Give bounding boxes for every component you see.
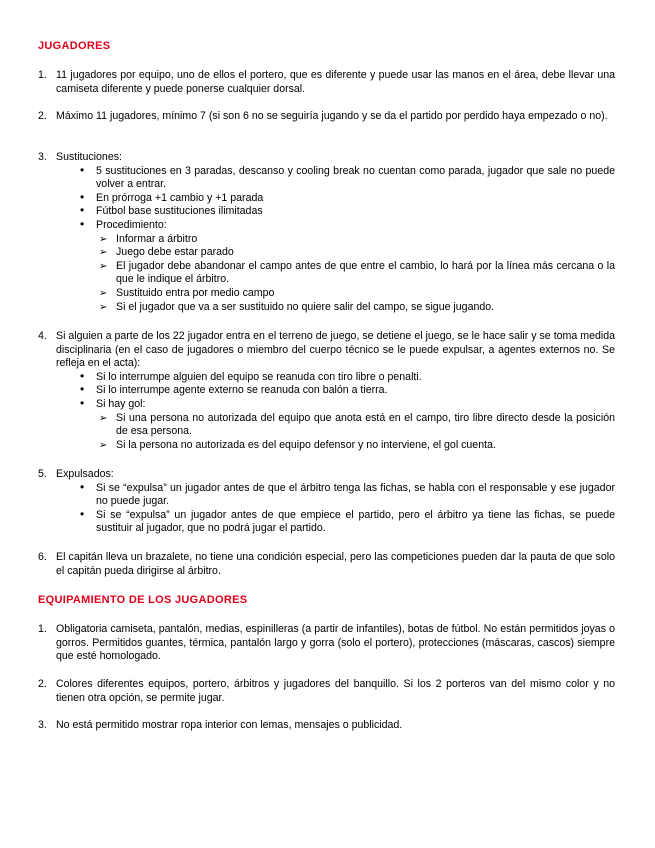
- list-item-6: [38, 551, 615, 578]
- bullet-item: • Si lo interrumpe alguien del equipo se reanuda con tiro libre o penalti.: [76, 371, 615, 385]
- bullet-item: • Si hay gol:: [76, 398, 615, 412]
- arrow-item: ➢ El jugador debe abandonar el campo antes de que entre el cambio, lo hará por la línea más cercana o la que le indique el árbitro.: [96, 260, 615, 287]
- list-item-3: [38, 719, 615, 733]
- section-title-equipamiento: EQUIPAMIENTO DE LOS JUGADORES: [38, 594, 248, 606]
- item-text: 11 jugadores por equipo, uno de ellos el portero, que es diferente y puede usar las manos en el área, debe llevar una camiseta diferente y puede ponerse cualquier dorsal.: [56, 69, 615, 95]
- list-item-1: [38, 69, 615, 96]
- list-item-4: [38, 330, 615, 452]
- item-number: 1.: [38, 69, 47, 81]
- item-text: El capitán lleva un brazalete, no tiene una condición especial, pero las competiciones pueden dar la pauta de que solo el capitán pueda dirigirse al árbitro.: [56, 551, 615, 577]
- item-text: Expulsados:: [56, 468, 114, 480]
- bullet-item: • En prórroga +1 cambio y +1 parada: [76, 192, 615, 206]
- item-number: 2.: [38, 110, 47, 122]
- list-item-5: [38, 468, 615, 536]
- bullet-item: • Fútbol base sustituciones ilimitadas: [76, 205, 615, 219]
- list-item-1: [38, 623, 615, 664]
- item-number: 6.: [38, 551, 47, 563]
- bullet-item: • Si se “expulsa” un jugador antes de que el árbitro tenga las fichas, se habla con el responsable y ese jugador no puede jugar.: [76, 482, 615, 509]
- item-text: Obligatoria camiseta, pantalón, medias, espinilleras (a partir de infantiles), botas de fútbol. No están permitidos joyas o gorros. Permitidos guantes, térmica, pantalón largo y gorra (solo el portero), protecciones (máscaras, cascos) siempre que esté homologado.: [56, 623, 615, 663]
- arrow-item: ➢ Si una persona no autorizada del equipo que anota está en el campo, tiro libre directo desde la posición de esa persona.: [96, 412, 615, 439]
- item-number: 3.: [38, 151, 47, 163]
- item-text: Si alguien a parte de los 22 jugador entra en el terreno de juego, se detiene el juego, se le hace salir y se toma medida disciplinaria (en el caso de jugadores o miembro del cuerpo técnico se le puede expulsar, a agentes externos no. Se refleja en el acta):: [56, 330, 615, 370]
- list-item-2: [38, 678, 615, 705]
- bullet-item: • Si se “expulsa” un jugador antes de que empiece el partido, pero el árbitro ya tiene las fichas, se puede sustituir al jugador, que no podrá jugar el partido.: [76, 509, 615, 536]
- arrow-item: ➢ Sustituido entra por medio campo: [96, 287, 615, 301]
- item-text: No está permitido mostrar ropa interior con lemas, mensajes o publicidad.: [56, 719, 403, 731]
- arrow-item: ➢ Si el jugador que va a ser sustituido no quiere salir del campo, se sigue jugando.: [96, 301, 615, 315]
- item-number: 5.: [38, 468, 47, 480]
- list-item-2: [38, 110, 615, 124]
- item-number: 3.: [38, 719, 47, 731]
- bullet-item: • Procedimiento:: [76, 219, 615, 233]
- list-item-3: [38, 151, 615, 314]
- arrow-item: ➢ Juego debe estar parado: [96, 246, 615, 260]
- item-text: Colores diferentes equipos, portero, árbitros y jugadores del banquillo. Si los 2 porteros van del mismo color y no tienen otra opción, se permite jugar.: [56, 678, 615, 704]
- bullet-item: • Si lo interrumpe agente externo se reanuda con balón a tierra.: [76, 384, 615, 398]
- item-text: Sustituciones:: [56, 151, 122, 163]
- item-number: 4.: [38, 330, 47, 342]
- arrow-item: ➢ Si la persona no autorizada es del equipo defensor y no interviene, el gol cuenta.: [96, 439, 615, 453]
- item-number: 1.: [38, 623, 47, 635]
- item-number: 2.: [38, 678, 47, 690]
- arrow-item: ➢ Informar a árbitro: [96, 233, 615, 247]
- section-title-jugadores: JUGADORES: [38, 40, 111, 52]
- item-text: Máximo 11 jugadores, mínimo 7 (si son 6 no se seguiría jugando y se da el partido por perdido haya empezado o no).: [56, 110, 608, 122]
- bullet-item: • 5 sustituciones en 3 paradas, descanso y cooling break no cuentan como parada, jugador que sale no puede volver a entrar.: [76, 165, 615, 192]
